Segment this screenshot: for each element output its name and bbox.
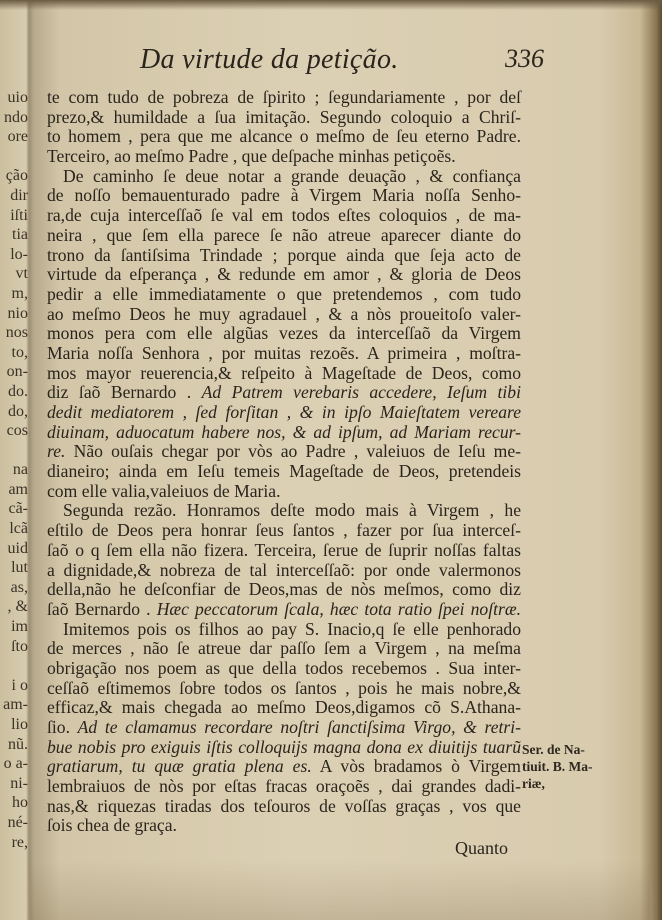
fragment-line: m,	[11, 284, 28, 302]
latin-quotation: dedit mediatorem , ſed forſitan , & in ipſo Maieſtatem vereare	[47, 402, 521, 422]
text-line	[47, 816, 521, 836]
text-line	[47, 246, 521, 266]
latin-quotation: bue nobis pro exiguis iſtis colloquijs magna dona ex diuitijs tuarũ	[47, 736, 521, 757]
fragment-line: o a-	[3, 755, 28, 773]
fragment-line: tia	[12, 226, 28, 244]
fragment-line: as,	[10, 578, 28, 596]
text-segment: ceſſaõ eſtimemos ſobre todos os ſantos , pois he mais nobre,&	[47, 677, 521, 698]
text-line	[47, 659, 521, 679]
text-line	[47, 561, 521, 581]
text-segment: ſio.	[47, 717, 78, 737]
fragment-line: to,	[11, 343, 28, 361]
fragment-line	[0, 656, 28, 676]
scan-top-edge	[0, 0, 662, 10]
text-segment: lembraiuos de nòs por eſtas fracas oraçoẽs , dai grandes dadi-	[47, 776, 521, 797]
text-segment: de merces , não ſe atreue dar paſſo ſem a Virgem , na meſma	[47, 638, 521, 659]
text-line	[47, 127, 521, 147]
text-line	[47, 757, 521, 777]
fragment-line: do,	[8, 402, 28, 420]
fragment-line: lio	[11, 716, 28, 733]
text-line	[47, 580, 521, 600]
fragment-line: lo-	[10, 245, 28, 263]
text-segment: De caminho ſe deue notar a grande deuação , & confiança	[63, 165, 521, 186]
text-line	[47, 442, 521, 462]
text-segment: ſois chea de graça.	[47, 815, 177, 836]
text-line	[47, 639, 521, 659]
text-segment: Não ouſais chegar por vòs ao Padre , valeiuos de Ieſu me-	[65, 441, 521, 462]
text-line	[47, 698, 521, 718]
latin-quotation: diuinam, aduocatum habere nos, & ad ipſum, ad Mariam recur-	[47, 421, 521, 442]
text-line	[47, 777, 521, 797]
page-shadow	[30, 860, 650, 920]
text-line	[47, 423, 521, 443]
text-segment: Imitemos pois os filhos ao pay S. Inacio,q ſe elle penhorado	[63, 618, 521, 639]
text-segment: obrigação nos poem as que della todos recebemos . Sua inter-	[47, 657, 521, 678]
fragment-line: am-	[3, 696, 28, 714]
latin-quotation: Ad Patrem verebaris accedere, Ieſum tibi	[201, 382, 521, 403]
fragment-line	[0, 441, 28, 461]
running-title: Da virtude da petição.	[140, 44, 399, 75]
text-segment: com elle valia,valeiuos de Maria.	[47, 480, 281, 501]
text-line	[47, 265, 521, 285]
fragment-line: nio	[7, 304, 28, 322]
text-line	[47, 285, 521, 305]
text-line	[47, 620, 521, 640]
latin-quotation: re.	[47, 441, 66, 462]
marginal-note	[522, 741, 593, 792]
text-line	[47, 501, 521, 521]
text-segment: ſaõ o q ſem ella não fizera. Terceira, ſerue de ſuprir noſſas faltas	[47, 539, 521, 560]
text-line	[47, 108, 521, 128]
fragment-line: uio	[7, 89, 28, 106]
text-line	[47, 305, 521, 325]
fragment-line: re,	[11, 833, 28, 851]
fragment-line: im	[11, 618, 28, 636]
text-line	[47, 600, 521, 620]
marginal-note-line: tiuit. B. Ma-	[522, 759, 593, 774]
body-text	[47, 88, 521, 836]
text-segment: Terceiro, ao meſmo Padre , que deſpache minhas petiçoẽs.	[47, 146, 456, 167]
text-segment: pedir a elle immediatamente o que pretendemos , com tudo	[47, 283, 521, 304]
text-segment: eſtilo de Deos pera honrar ſeus ſantos , fazer por ſua interceſ-	[47, 520, 521, 541]
fragment-line: ho	[12, 794, 28, 812]
text-segment: ra,de cuja interceſſaõ ſe val em todos eſtes coloquios , de ma-	[47, 205, 521, 226]
fragment-line: ſto	[11, 637, 28, 655]
fragment-line: né-	[7, 813, 28, 831]
text-line	[47, 147, 521, 167]
text-segment: ao meſmo Deos he muy agradauel , & a nòs proueitoſo valer-	[47, 303, 521, 324]
fragment-line: ni-	[10, 774, 28, 792]
fragment-line: iſti	[10, 206, 28, 224]
text-segment: efficaz,& mais chegada ao meſmo Deos,digamos cõ S.Athana-	[47, 697, 521, 718]
text-segment: prezo,& humildade a ſua imitação. Segundo coloquio a Chriſ-	[47, 106, 521, 127]
fragment-line: ndo	[4, 108, 28, 126]
fragment-line	[0, 147, 28, 167]
fragment-line: dir	[10, 186, 28, 204]
text-line	[47, 403, 521, 423]
text-line	[47, 186, 521, 206]
latin-quotation: Hæc peccatorum ſcala, hæc tota ratio ſpei noſtræ.	[156, 598, 521, 619]
text-line	[47, 344, 521, 364]
text-segment: to homem , pera que me alcance o meſmo de ſeu eterno Padre.	[47, 126, 521, 147]
fragment-line: cã-	[8, 500, 28, 518]
text-line	[47, 364, 521, 384]
fragment-line: , &	[7, 598, 28, 616]
text-segment: te com tudo de pobreza de ſpirito ; ſegundariamente , por deſ	[47, 87, 521, 107]
page-number: 336	[505, 44, 544, 73]
text-segment: virtude da eſperança , & redunde em amor , & gloria de Deos	[47, 264, 521, 285]
fragment-line: ore	[7, 128, 28, 146]
text-line	[47, 88, 521, 108]
text-line	[47, 226, 521, 246]
text-segment: nas,& riquezas tiradas dos teſouros de voſſas graças , vos que	[47, 795, 521, 816]
facing-page-fragment	[0, 88, 28, 852]
text-segment: monos pera com elle algũas vezes da interceſſaõ da Virgem	[47, 323, 521, 344]
fragment-line: vt	[15, 265, 28, 283]
text-segment: Maria noſſa Senhora , por muitas rezoẽs. A primeira , moſtra-	[47, 342, 521, 363]
fragment-line: ção	[5, 167, 28, 185]
text-line	[47, 206, 521, 226]
text-segment: a dignidade,& nobreza de tal interceſſaõ: por onde valermonos	[47, 559, 521, 580]
fragment-line: na	[12, 461, 28, 479]
fragment-line: do.	[8, 382, 28, 400]
text-segment: A vòs bradamos ò Virgem	[311, 756, 521, 777]
text-segment: mos mayor reuerencia,& reſpeito à Mageſtade de Deos, como	[47, 362, 521, 383]
text-line	[47, 738, 521, 758]
text-line	[47, 797, 521, 817]
fragment-line: lut	[11, 559, 28, 577]
fragment-line: cos	[6, 422, 28, 440]
text-line	[47, 324, 521, 344]
text-segment: de noſſo bemauenturado padre à Virgem Maria noſſa Senho-	[47, 185, 521, 206]
fragment-line: i o	[11, 676, 28, 694]
fragment-line: am	[8, 480, 28, 498]
text-segment: neira , que ſem ella parece ſe não atreue aparecer diante do	[47, 224, 521, 245]
text-segment: Segunda rezão. Honramos deſte modo mais à Virgem , he	[63, 500, 521, 521]
marginal-note-line: Ser. de Na-	[522, 742, 585, 757]
text-line	[47, 167, 521, 187]
text-segment: trono da ſantiſsima Trindade ; porque ainda que ſeja acto de	[47, 244, 521, 265]
latin-quotation: Ad te clamamus recordare noſtri ſanctiſsima Virgo, & retri-	[77, 717, 522, 737]
text-segment: ſaõ Bernardo .	[47, 598, 157, 619]
text-segment: diz ſaõ Bernardo .	[47, 382, 202, 403]
text-line	[47, 482, 521, 502]
fragment-line: nũ.	[8, 735, 28, 753]
latin-quotation: gratiarum, tu quæ gratia plena es.	[47, 756, 312, 777]
text-line	[47, 541, 521, 561]
text-line	[47, 462, 521, 482]
text-segment: della,não he deſconfiar de Deos,mas de nòs meſmos, como diz	[47, 579, 521, 600]
catchword: Quanto	[455, 838, 508, 858]
fragment-line: lcã	[9, 520, 28, 538]
fragment-line: nos	[5, 324, 28, 342]
text-line	[47, 679, 521, 699]
text-segment: dianeiro; ainda em Ieſu temeis Mageſtade de Deos, pretendeis	[47, 461, 521, 482]
fragment-line: uid	[7, 539, 28, 557]
text-line	[47, 383, 521, 403]
text-line	[47, 718, 521, 738]
text-line	[47, 521, 521, 541]
marginal-note-line: riæ,	[522, 776, 545, 791]
fragment-line: on-	[6, 363, 28, 381]
